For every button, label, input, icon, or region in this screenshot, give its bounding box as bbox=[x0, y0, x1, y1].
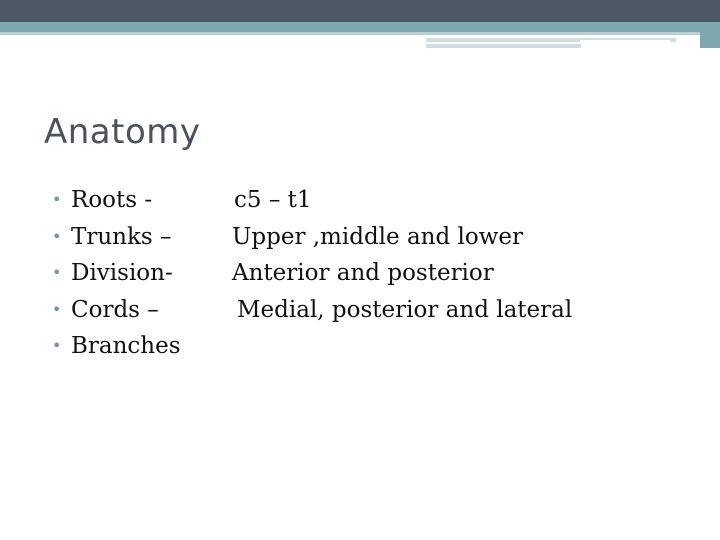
bullet-icon: • bbox=[52, 336, 62, 355]
bullet-term: Trunks – bbox=[71, 223, 172, 250]
bullet-term: Branches bbox=[71, 333, 181, 359]
bullet-detail: Anterior and posterior bbox=[232, 260, 494, 286]
header-bar-teal-light bbox=[0, 32, 720, 35]
bullet-detail: c5 – t1 bbox=[234, 187, 312, 213]
bullet-icon: • bbox=[52, 263, 62, 282]
bullet-icon: • bbox=[52, 226, 62, 246]
bullet-detail: Upper ,middle and lower bbox=[232, 223, 524, 250]
bullet-term: Cords – bbox=[71, 296, 159, 323]
bullet-term: Division- bbox=[71, 260, 173, 286]
bullet-icon: • bbox=[52, 299, 62, 319]
header-bar-teal bbox=[0, 22, 720, 32]
header-right-block bbox=[700, 22, 720, 48]
bullet-icon: • bbox=[52, 190, 62, 209]
slide-title: Anatomy bbox=[44, 112, 201, 152]
bullet-detail: Medial, posterior and lateral bbox=[237, 296, 573, 323]
header-bar-dark bbox=[0, 0, 720, 22]
header-accent-strip bbox=[426, 44, 581, 48]
bullet-term: Roots - bbox=[71, 187, 153, 213]
header-accent-strip bbox=[580, 40, 670, 42]
